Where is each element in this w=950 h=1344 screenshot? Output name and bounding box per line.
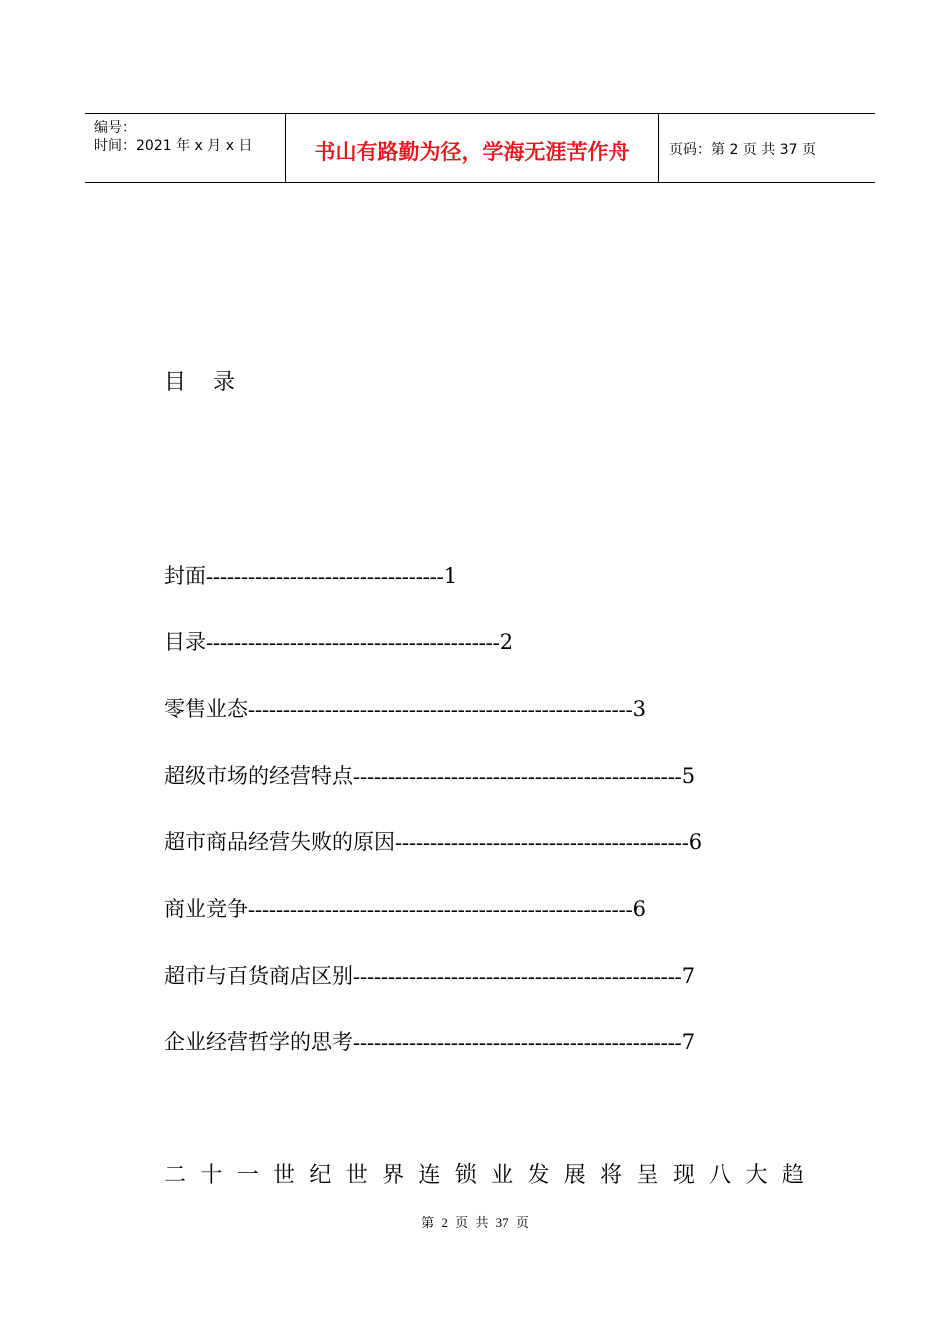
heading-char: 发 bbox=[527, 1163, 550, 1188]
toc-title: 目 录 bbox=[164, 370, 245, 395]
section-heading bbox=[164, 1158, 804, 1189]
header-page-code: 页码：第 2 页 共 37 页 bbox=[669, 142, 816, 158]
page-header bbox=[85, 113, 875, 183]
heading-char: 业 bbox=[491, 1163, 514, 1188]
toc-entry-label: 封面 bbox=[164, 564, 206, 588]
toc-entry-label: 商业竞争 bbox=[164, 897, 248, 921]
heading-char: 世 bbox=[345, 1163, 368, 1188]
toc-entry-leader: ------------------------------------------ bbox=[395, 830, 689, 854]
toc-entry-leader: ------------------------------------------------------- bbox=[248, 897, 633, 921]
heading-char: 展 bbox=[563, 1163, 586, 1188]
toc-entry-leader: ----------------------------------------------- bbox=[353, 764, 682, 788]
heading-char: 锁 bbox=[454, 1163, 477, 1188]
toc-entry-label: 目录 bbox=[164, 630, 206, 654]
document-time-label: 时间：2021 年 x 月 x 日 bbox=[94, 138, 253, 154]
heading-char: 世 bbox=[273, 1163, 296, 1188]
header-motto-cell bbox=[286, 114, 659, 182]
header-page-cell bbox=[659, 114, 875, 182]
toc-entry[interactable] bbox=[164, 562, 457, 590]
toc-entry-label: 超市商品经营失败的原因 bbox=[164, 830, 395, 854]
toc-entry-leader: ------------------------------------------------------- bbox=[248, 697, 633, 721]
heading-char: 连 bbox=[418, 1163, 441, 1188]
heading-char: 呈 bbox=[636, 1163, 659, 1188]
toc-entry-page-number: 7 bbox=[681, 1030, 696, 1054]
toc-entry-label: 零售业态 bbox=[164, 697, 248, 721]
heading-char: 八 bbox=[709, 1163, 732, 1188]
toc-entry[interactable] bbox=[164, 762, 695, 790]
toc-entry-label: 超市与百货商店区别 bbox=[164, 964, 353, 988]
toc-entry-page-number: 5 bbox=[681, 764, 696, 788]
toc-entry-label: 超级市场的经营特点 bbox=[164, 764, 353, 788]
toc-entry-page-number: 6 bbox=[632, 897, 646, 921]
toc-entry-leader: ----------------------------------------------- bbox=[353, 1030, 682, 1054]
heading-char: 十 bbox=[200, 1163, 223, 1188]
heading-char: 现 bbox=[672, 1163, 695, 1188]
heading-char: 二 bbox=[164, 1163, 187, 1188]
toc-entry-leader: ----------------------------------------------- bbox=[353, 964, 682, 988]
toc-entry-leader: ---------------------------------- bbox=[206, 564, 444, 588]
toc-entry[interactable] bbox=[164, 828, 702, 856]
toc-entry-leader: ------------------------------------------ bbox=[206, 630, 500, 654]
toc-entry[interactable] bbox=[164, 628, 513, 656]
heading-char: 将 bbox=[600, 1163, 623, 1188]
page-footer: 第 2 页 共 37 页 bbox=[421, 1215, 529, 1230]
toc-entry-page-number: 3 bbox=[632, 697, 646, 721]
toc-entry-page-number: 6 bbox=[688, 830, 703, 854]
heading-char: 大 bbox=[745, 1163, 768, 1188]
heading-char: 一 bbox=[236, 1163, 259, 1188]
toc-entry[interactable] bbox=[164, 962, 695, 990]
header-meta-cell bbox=[85, 114, 286, 182]
toc-entry-page-number: 2 bbox=[499, 630, 514, 654]
heading-char: 趋 bbox=[781, 1163, 804, 1188]
header-motto: 书山有路勤为径，学海无涯苦作舟 bbox=[314, 140, 630, 164]
toc-entry-label: 企业经营哲学的思考 bbox=[164, 1030, 353, 1054]
toc-entry-page-number: 7 bbox=[681, 964, 696, 988]
toc-entry[interactable] bbox=[164, 895, 646, 923]
toc-entry[interactable] bbox=[164, 1028, 695, 1056]
document-number-label: 编号： bbox=[94, 120, 136, 136]
toc-entry-page-number: 1 bbox=[443, 564, 458, 588]
heading-char: 界 bbox=[382, 1163, 405, 1188]
heading-char: 纪 bbox=[309, 1163, 332, 1188]
toc-entry[interactable] bbox=[164, 695, 646, 723]
